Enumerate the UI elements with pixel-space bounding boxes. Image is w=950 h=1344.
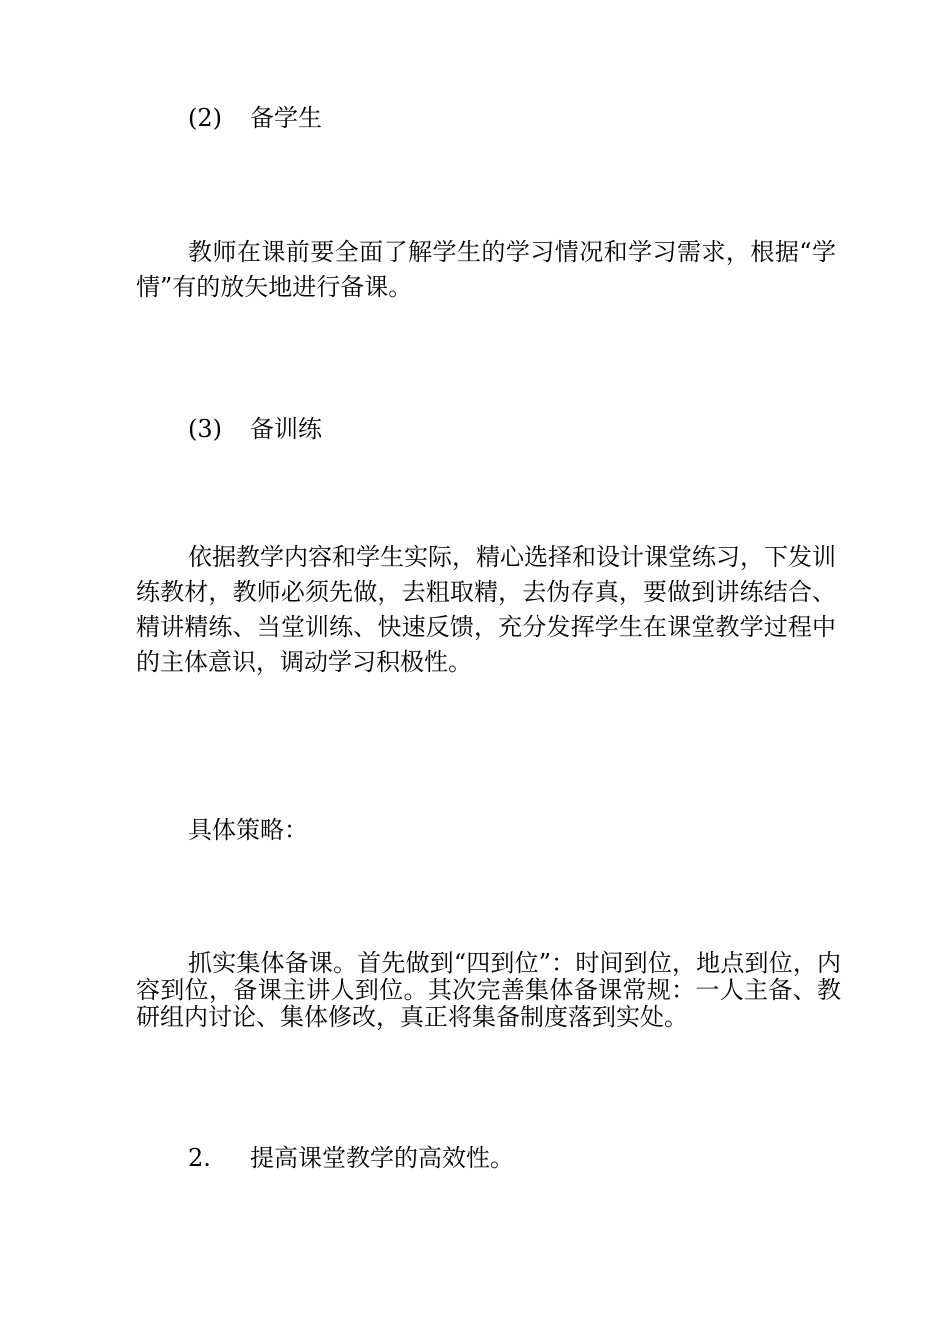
section-title: 备学生	[250, 104, 322, 132]
paragraph-2: 依据教学内容和学生实际，精心选择和设计课堂练习，下发训练教材，教师必须先做，去粗取精，去伪存真，要做到讲练结合、精讲精练、当堂训练、快速反馈，充分发挥学生在课堂教学过程中的主体意识，调动学习积极性。	[136, 543, 836, 676]
item-title: 提高课堂教学的高效性。	[250, 1144, 514, 1172]
item-number: 2.	[188, 1144, 211, 1172]
paragraph-3: 抓实集体备课。首先做到“四到位”：时间到位，地点到位，内容到位，备课主讲人到位。其次完善集体备课常规：一人主备、教研组内讨论、集体修改，真正将集备制度落到实处。	[136, 949, 841, 1031]
section-heading-3	[188, 413, 322, 445]
section-heading-2	[188, 102, 322, 134]
section-number: (2)	[188, 104, 222, 132]
strategy-label: 具体策略：	[188, 816, 308, 844]
section-number: (3)	[188, 415, 222, 443]
item-heading-2	[188, 1142, 514, 1174]
section-title: 备训练	[250, 415, 322, 443]
paragraph-1: 教师在课前要全面了解学生的学习情况和学习需求，根据“学情”有的放矢地进行备课。	[136, 238, 836, 301]
